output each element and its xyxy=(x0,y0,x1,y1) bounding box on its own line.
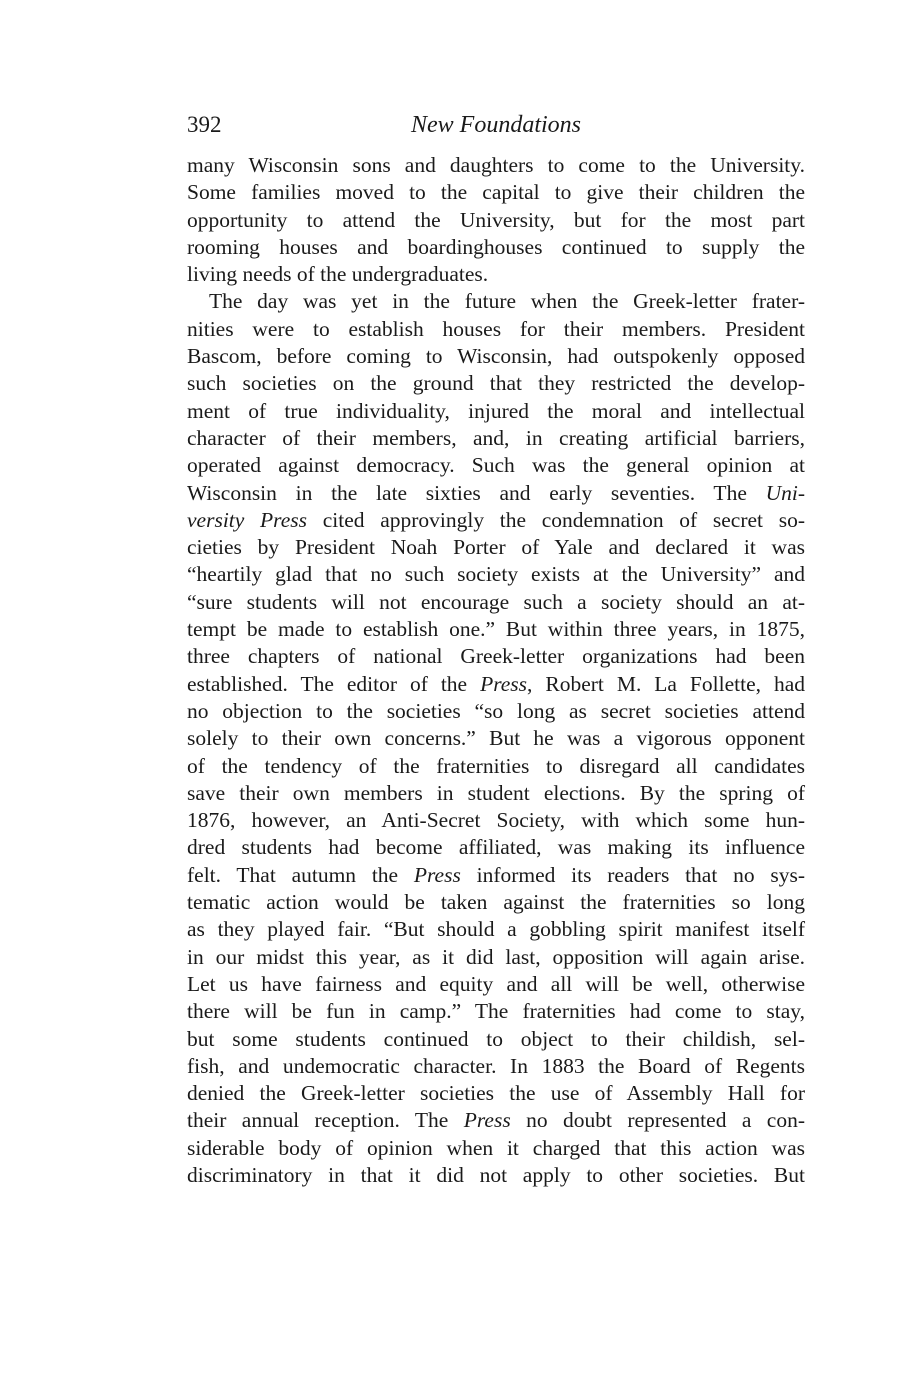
text-line: denied the Greek-letter societies the use of Assembly Hall for xyxy=(187,1081,805,1106)
text-line: established. The editor of the Press, Robert M. La Follette, had xyxy=(187,671,805,696)
text-line: ment of true individuality, injured the moral and intellectual xyxy=(187,398,805,423)
text-line: their annual reception. The Press no doubt represented a con- xyxy=(187,1108,805,1133)
text-line: many Wisconsin sons and daughters to come to the University. xyxy=(187,153,805,177)
text-line: tematic action would be taken against the fraternities so long xyxy=(187,890,805,915)
text-line: operated against democracy. Such was the general opinion at xyxy=(187,453,805,478)
text-line: nities were to establish houses for their members. President xyxy=(187,316,805,341)
text-line: in our midst this year, as it did last, opposition will again arise. xyxy=(187,944,805,969)
text-line: tempt be made to establish one.” But within three years, in 1875, xyxy=(187,617,805,642)
text-line: no objection to the societies “so long as secret societies attend xyxy=(187,698,805,723)
text-line: discriminatory in that it did not apply to other societies. But xyxy=(187,1162,805,1187)
text-line: three chapters of national Greek-letter organizations had been xyxy=(187,644,805,669)
paragraph-2 xyxy=(187,288,805,1189)
text-line: dred students had become affiliated, was making its influence xyxy=(187,835,805,860)
page-number: 392 xyxy=(187,112,222,137)
text-line: versity Press cited approvingly the condemnation of secret so- xyxy=(187,507,805,532)
paragraph-1 xyxy=(187,152,805,288)
text-line: The day was yet in the future when the Greek-letter frater- xyxy=(209,289,805,314)
text-line: such societies on the ground that they restricted the develop- xyxy=(187,371,805,396)
text-line: Wisconsin in the late sixties and early seventies. The Uni- xyxy=(187,480,805,505)
text-line: 1876, however, an Anti-Secret Society, with which some hun- xyxy=(187,808,805,833)
book-page xyxy=(187,108,805,1189)
running-title: New Foundations xyxy=(410,112,581,138)
text-line: Let us have fairness and equity and all will be well, otherwise xyxy=(187,971,805,996)
text-line: felt. That autumn the Press informed its readers that no sys- xyxy=(187,862,805,887)
text-line: there will be fun in camp.” The fraternities had come to stay, xyxy=(187,999,805,1024)
text-line: opportunity to attend the University, but for the most part xyxy=(187,207,805,232)
text-line: siderable body of opinion when it charged that this action was xyxy=(187,1135,805,1160)
text-line: save their own members in student elections. By the spring of xyxy=(187,780,805,805)
text-line: fish, and undemocratic character. In 1883 the Board of Regents xyxy=(187,1053,805,1078)
text-line: living needs of the undergraduates. xyxy=(187,262,489,287)
body-text xyxy=(187,152,805,1189)
text-line: Some families moved to the capital to give their children the xyxy=(187,180,805,205)
text-line: cieties by President Noah Porter of Yale and declared it was xyxy=(187,535,805,560)
text-line: but some students continued to object to their childish, sel- xyxy=(187,1026,805,1051)
text-line: character of their members, and, in creating artificial barriers, xyxy=(187,425,805,450)
text-line: Bascom, before coming to Wisconsin, had outspokenly opposed xyxy=(187,344,805,369)
text-line: as they played fair. “But should a gobbling spirit manifest itself xyxy=(187,917,805,942)
text-line: of the tendency of the fraternities to disregard all candidates xyxy=(187,753,805,778)
running-head xyxy=(187,108,805,144)
text-line: “sure students will not encourage such a society should an at- xyxy=(187,589,805,614)
text-line: rooming houses and boardinghouses continued to supply the xyxy=(187,234,805,259)
text-line: solely to their own concerns.” But he was a vigorous opponent xyxy=(187,726,805,751)
text-line: “heartily glad that no such society exists at the University” and xyxy=(187,562,805,587)
